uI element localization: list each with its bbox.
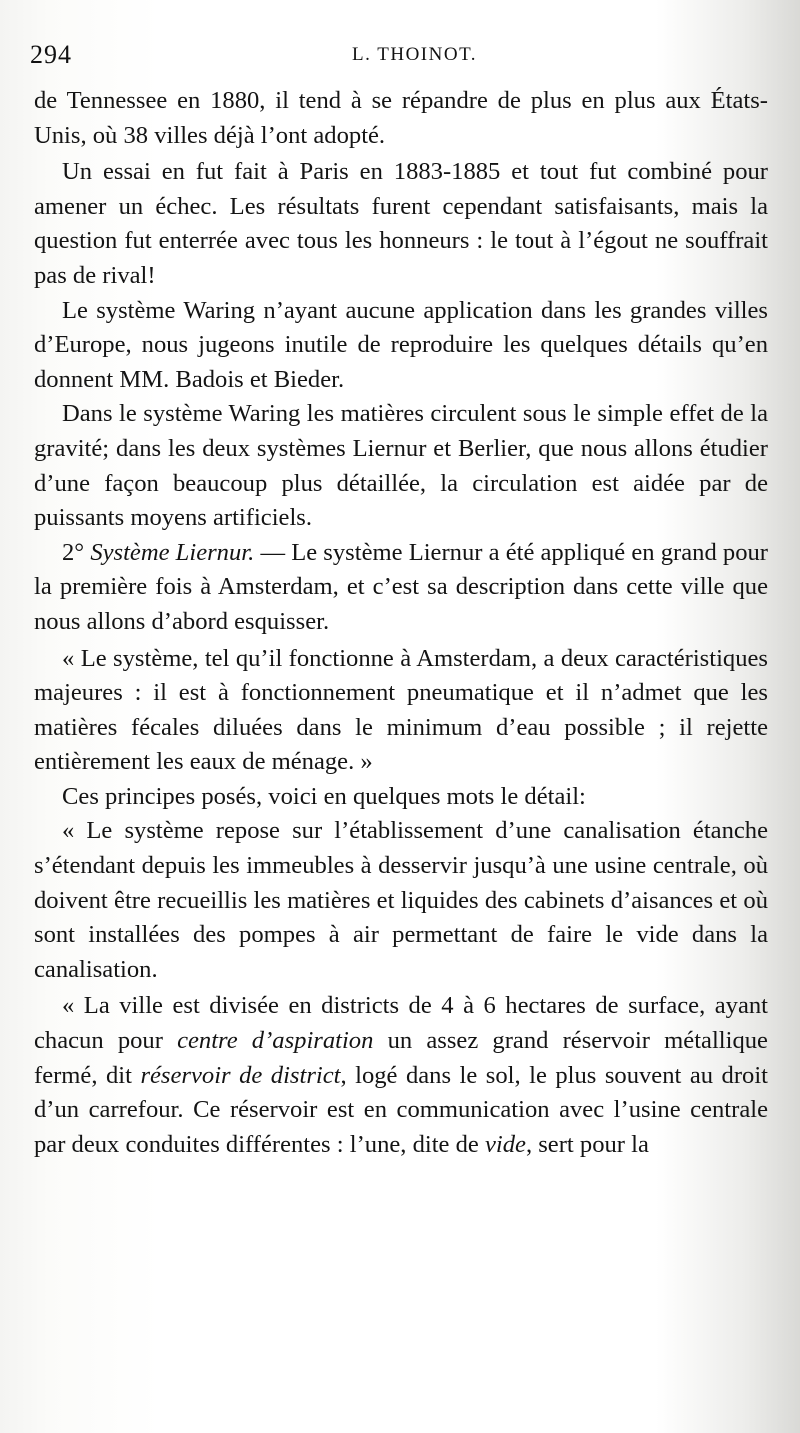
- paragraph-districts: [34, 989, 768, 1162]
- page-header: [30, 40, 770, 80]
- paragraph-quote-amsterdam: « Le système, tel qu’il fonctionne à Amsterdam, a deux caractéristiques majeures : il est à fonctionnement pneumatique et il n’admet que les matières fécales diluées dans le minimum d’eau possible ; il rejette entièrement les eaux de ménage. »: [34, 644, 768, 776]
- paragraph-paris-trial: Un essai en fut fait à Paris en 1883-1885 et tout fut combiné pour amener un échec. Les résultats furent cependant satisfaisants, mais la question fut enterrée avec tous les honneurs : le tout à l’égout ne souffrait pas de rival!: [34, 158, 768, 289]
- districts-text-2: un assez grand réservoir métallique fermé, dit: [34, 1027, 768, 1089]
- paragraph-canalisation: « Le système repose sur l’établissement d’une canalisation étanche s’étendant depuis les immeubles à desservir jusqu’à une usine centrale, où doivent être recueillis les matières et liquides des cabinets d’aisances et où sont installées des pompes à air permettant de faire le vide dans la canalisation.: [34, 817, 768, 983]
- districts-text-3: , logé dans le sol, le plus souvent au droit d’un carrefour. Ce réservoir est en communication avec l’usine centrale par deux conduites différentes : l’une, dite de: [34, 1061, 768, 1158]
- paragraph-waring-europe: Le système Waring n’ayant aucune application dans les grandes villes d’Europe, nous jugeons inutile de reproduire les quelques détails qu’en donnent MM. Badois et Bieder.: [34, 296, 768, 393]
- districts-italic-1: centre d’aspiration: [177, 1027, 374, 1055]
- section-number: 2°: [62, 538, 85, 566]
- districts-text-4: , sert pour la: [525, 1130, 649, 1158]
- paragraph-principles: Ces principes posés, voici en quelques mots le détail:: [62, 782, 586, 810]
- districts-text-1: « La ville est divisée en districts de 4 à 6 hectares de surface, ayant chacun pour: [34, 992, 768, 1055]
- section-text: — Le système Liernur a été appliqué en grand pour la première fois à Amsterdam, et c’est sa description dans cette ville que nous allons d’abord esquisser.: [34, 538, 768, 635]
- districts-italic-2: réservoir de district: [140, 1061, 341, 1089]
- districts-italic-3: vide: [484, 1130, 526, 1158]
- paragraph-gravity: Dans le système Waring les matières circulent sous le simple effet de la gravité; dans les deux systèmes Liernur et Berlier, que nous allons étudier d’une façon beaucoup plus détaillée, la circulation est aidée par de puissants moyens artificiels.: [34, 400, 768, 532]
- section-title: Système Liernur.: [90, 538, 255, 566]
- section-liernur: [34, 536, 768, 640]
- page-body: [34, 84, 768, 1162]
- paragraph-continuation: de Tennessee en 1880, il tend à se répandre de plus en plus aux États-Unis, où 38 villes déjà l’ont adopté.: [34, 87, 768, 149]
- page-number: 294: [30, 40, 72, 69]
- running-head: L. THOINOT.: [352, 44, 478, 65]
